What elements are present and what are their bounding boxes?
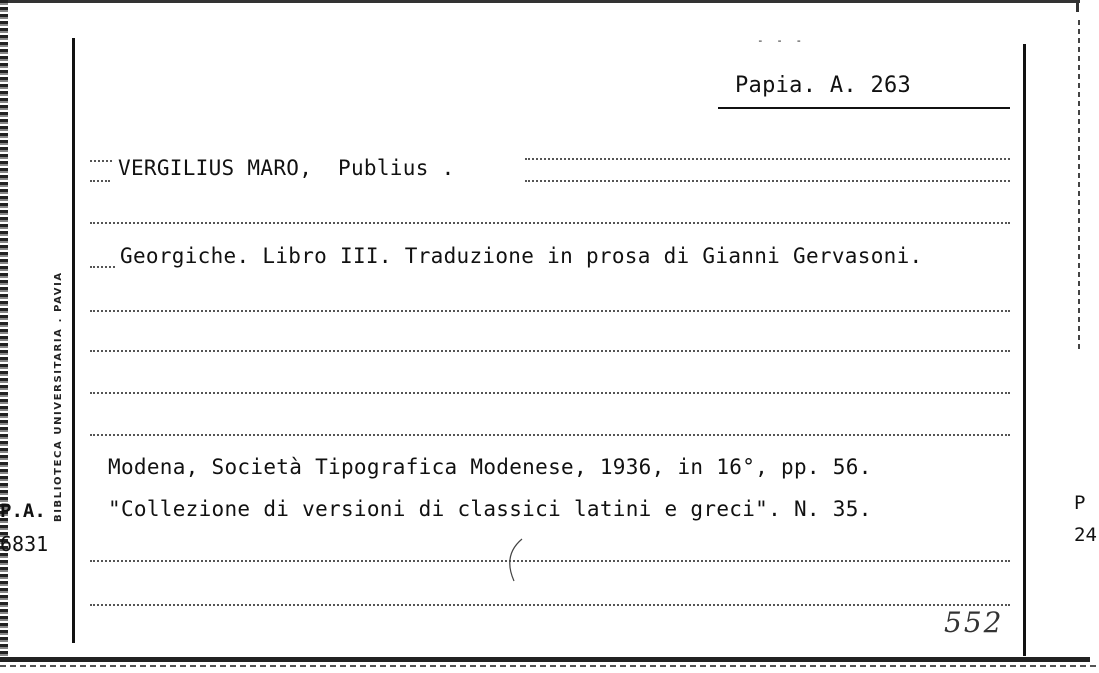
dotted-rule xyxy=(90,160,112,162)
card-bottom-edge xyxy=(0,657,1090,662)
dotted-rule xyxy=(90,434,1010,436)
call-number-underline xyxy=(718,107,1010,109)
shelf-mark-2: 6831 xyxy=(0,532,49,556)
dotted-rule xyxy=(525,158,1010,160)
title-line: Georgiche. Libro III. Traduzione in prosa di Gianni Gervasoni. xyxy=(120,244,923,268)
dotted-rule xyxy=(90,180,110,182)
top-tick-marks: - - - xyxy=(757,34,806,47)
handwritten-number: 552 xyxy=(944,606,1004,639)
right-edge-fragment-2: 24 xyxy=(1074,524,1097,546)
card-right-top-edge xyxy=(1076,0,1079,12)
shelf-mark-1: P.A. xyxy=(0,500,46,522)
series-line: "Collezione di versioni di classici latini e greci". N. 35. xyxy=(108,497,872,521)
call-number: Papia. A. 263 xyxy=(735,73,912,98)
right-margin-rule xyxy=(1023,44,1026,656)
imprint-line: Modena, Società Tipografica Modenese, 1936, in 16°, pp. 56. xyxy=(108,455,872,479)
card-top-edge xyxy=(0,0,1080,3)
library-stamp: BIBLIOTECA UNIVERSITARIA . PAVIA xyxy=(53,271,64,522)
dotted-rule xyxy=(90,222,1010,224)
author-heading: VERGILIUS MARO, Publius . xyxy=(118,156,455,180)
left-margin-rule xyxy=(72,38,75,643)
dotted-rule xyxy=(525,180,1010,182)
pencil-mark xyxy=(500,535,530,585)
card-bottom-edge-dashed xyxy=(0,665,1099,667)
dotted-rule xyxy=(90,310,1010,312)
dotted-rule xyxy=(90,560,1010,562)
card-left-edge xyxy=(0,0,8,660)
far-right-dashed-rule xyxy=(1078,20,1080,350)
dotted-rule xyxy=(90,266,115,268)
right-edge-fragment-1: P xyxy=(1074,492,1086,514)
dotted-rule xyxy=(90,392,1010,394)
dotted-rule xyxy=(90,604,1010,606)
dotted-rule xyxy=(90,350,1010,352)
